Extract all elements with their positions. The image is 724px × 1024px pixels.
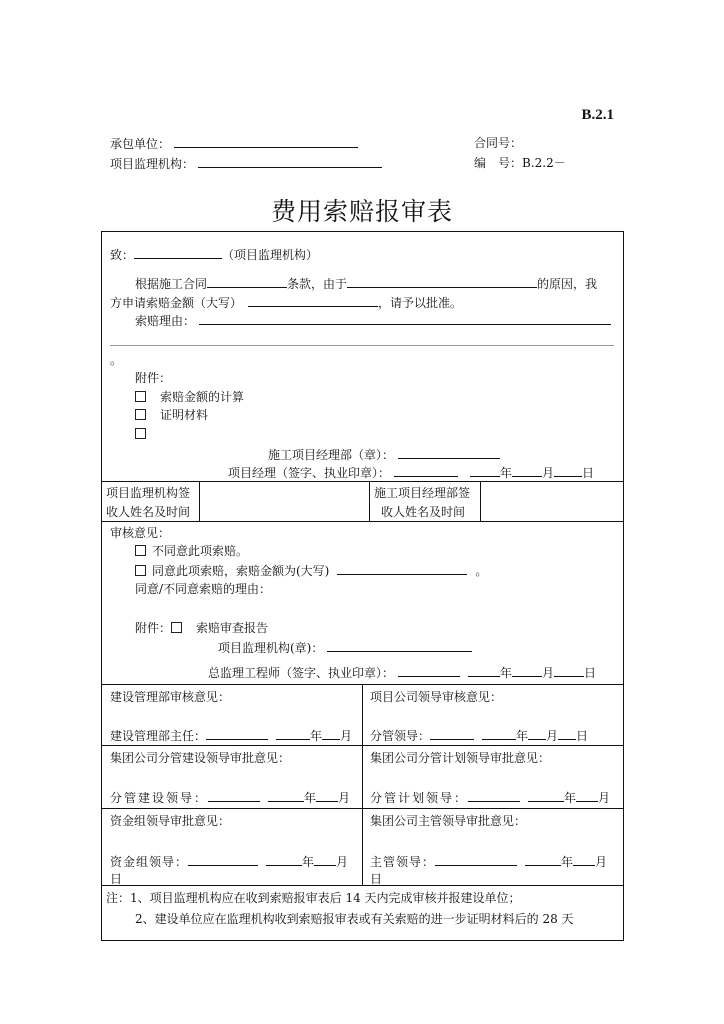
contractor-receipt-label: 施工项目经理部签 — [374, 486, 471, 500]
review-reason-label: 同意/不同意索赔的理由： — [135, 582, 272, 596]
approval-sign[interactable] — [370, 789, 610, 806]
supervisor-receipt-label: 项目监理机构签 — [106, 486, 191, 500]
period: 。 — [110, 353, 123, 367]
supervisor-field[interactable] — [110, 155, 382, 172]
day-label: 日 — [370, 872, 383, 886]
checkbox-icon[interactable] — [135, 409, 146, 420]
text: 总监理工程师（签字、执业印章）： — [208, 666, 395, 680]
text: 日 — [584, 666, 597, 680]
to-field[interactable] — [110, 246, 318, 263]
review-attachment[interactable] — [135, 620, 268, 636]
para1 — [135, 275, 597, 292]
text: 月 — [546, 729, 559, 743]
approval-title: 建设管理部审核意见： — [110, 690, 231, 704]
contractor-receipt-label: 收人姓名及时间 — [381, 505, 466, 519]
attachment-checkbox[interactable] — [135, 426, 160, 442]
contract-no-label: 合同号： — [474, 136, 523, 150]
divider — [480, 481, 481, 521]
checkbox-icon[interactable] — [171, 622, 182, 633]
checkbox-icon[interactable] — [135, 565, 146, 576]
text: 月 — [340, 729, 353, 743]
text: 索赔审查报告 — [196, 621, 269, 635]
supervisor-receipt-label: 收人姓名及时间 — [106, 505, 191, 519]
checkbox-icon[interactable] — [135, 391, 146, 402]
approval-title: 集团公司分管建设领导审批意见： — [110, 751, 291, 765]
text: 月 — [542, 466, 555, 480]
page-title: 费用索赔报审表 — [270, 197, 453, 226]
chief-sign-field[interactable] — [208, 664, 596, 681]
attachments-label: 附件： — [135, 371, 172, 385]
text: 主管领导： — [370, 855, 436, 869]
text: 年 — [500, 666, 513, 680]
text: 资金组领导： — [110, 855, 189, 869]
divider — [101, 521, 624, 522]
contractor-field[interactable] — [110, 135, 358, 152]
approval-title: 项目公司领导审核意见： — [370, 690, 503, 704]
text: 附件： — [135, 621, 172, 635]
checkbox-icon[interactable] — [135, 545, 146, 556]
divider — [362, 684, 363, 885]
text: 月 — [542, 666, 555, 680]
text: ，请予以批准。 — [378, 296, 463, 310]
review-label: 审核意见： — [110, 526, 171, 540]
reason-field[interactable] — [135, 312, 611, 329]
text: 日 — [582, 466, 595, 480]
text: 年 — [304, 791, 317, 805]
dept-seal-field[interactable] — [268, 446, 500, 463]
text: 的原因，我 — [537, 277, 598, 291]
text: 分管领导： — [370, 729, 431, 743]
divider — [101, 885, 624, 886]
text: 施工项目经理部（章）： — [268, 448, 395, 462]
approve-checkbox[interactable] — [135, 562, 487, 579]
text: 月 — [598, 791, 611, 805]
text: 年 — [516, 729, 529, 743]
text: 月 — [338, 791, 351, 805]
para2 — [110, 294, 462, 311]
text: 分管计划领导： — [370, 791, 469, 805]
approval-title: 资金组领导审批意见： — [110, 814, 231, 828]
approval-sign[interactable] — [110, 789, 350, 806]
attachment-label: 证明材料 — [160, 408, 209, 422]
text: 日 — [576, 729, 589, 743]
approval-title: 集团公司分管计划领导审批意见： — [370, 751, 551, 765]
text: 项目经理（签字、执业印章）： — [228, 466, 391, 480]
supervisor-label: 项目监理机构： — [110, 157, 195, 171]
approval-title: 集团公司主管领导审批意见： — [370, 814, 527, 828]
text: 方申请索赔金额（大写） — [110, 296, 243, 310]
attachment-checkbox[interactable] — [135, 389, 244, 405]
text: 不同意此项索赔。 — [152, 544, 249, 558]
divider — [369, 481, 370, 521]
approval-sign[interactable] — [110, 727, 352, 744]
text: 条款，由于 — [287, 277, 348, 291]
text: 年 — [564, 791, 577, 805]
text: 建设管理部主任： — [110, 729, 207, 743]
approval-sign[interactable] — [370, 727, 588, 744]
text: 年 — [302, 855, 315, 869]
note-line: 2、建设单位应在监理机构收到索赔报审表或有关索赔的进一步证明材料后的 28 天 — [135, 912, 574, 926]
serial-no-label: 编 号：B.2.2－ — [474, 156, 566, 170]
divider — [199, 481, 200, 521]
contractor-label: 承包单位： — [110, 137, 171, 151]
note-line: 注：1、项目监理机构应在收到索赔报审表后 14 天内完成审核并报建设单位； — [106, 891, 521, 905]
approval-sign[interactable] — [110, 853, 348, 870]
to-label: 致： — [110, 248, 135, 262]
to-suffix: （项目监理机构） — [222, 248, 319, 262]
text: 月 — [336, 855, 349, 869]
manager-sign-field[interactable] — [228, 464, 594, 481]
text: 。 — [475, 564, 488, 578]
text: 年 — [561, 855, 574, 869]
approval-sign[interactable] — [370, 853, 607, 870]
day-label: 日 — [110, 872, 123, 886]
reason-line — [110, 345, 614, 346]
reason-label: 索赔理由： — [135, 314, 196, 328]
text: 年 — [500, 466, 513, 480]
text: 分管建设领导： — [110, 791, 209, 805]
text: 根据施工合同 — [135, 277, 208, 291]
divider — [101, 481, 624, 482]
form-code: B.2.1 — [581, 107, 614, 123]
text: 月 — [595, 855, 608, 869]
reject-checkbox[interactable] — [135, 543, 248, 559]
text: 年 — [310, 729, 323, 743]
attachment-label: 索赔金额的计算 — [160, 390, 245, 404]
text: 同意此项索赔，索赔金额为(大写) — [152, 564, 330, 578]
checkbox-icon[interactable] — [135, 428, 146, 439]
attachment-checkbox[interactable] — [135, 407, 208, 423]
text: 项目监理机构(章)： — [218, 641, 324, 655]
org-seal-field[interactable] — [218, 639, 472, 656]
